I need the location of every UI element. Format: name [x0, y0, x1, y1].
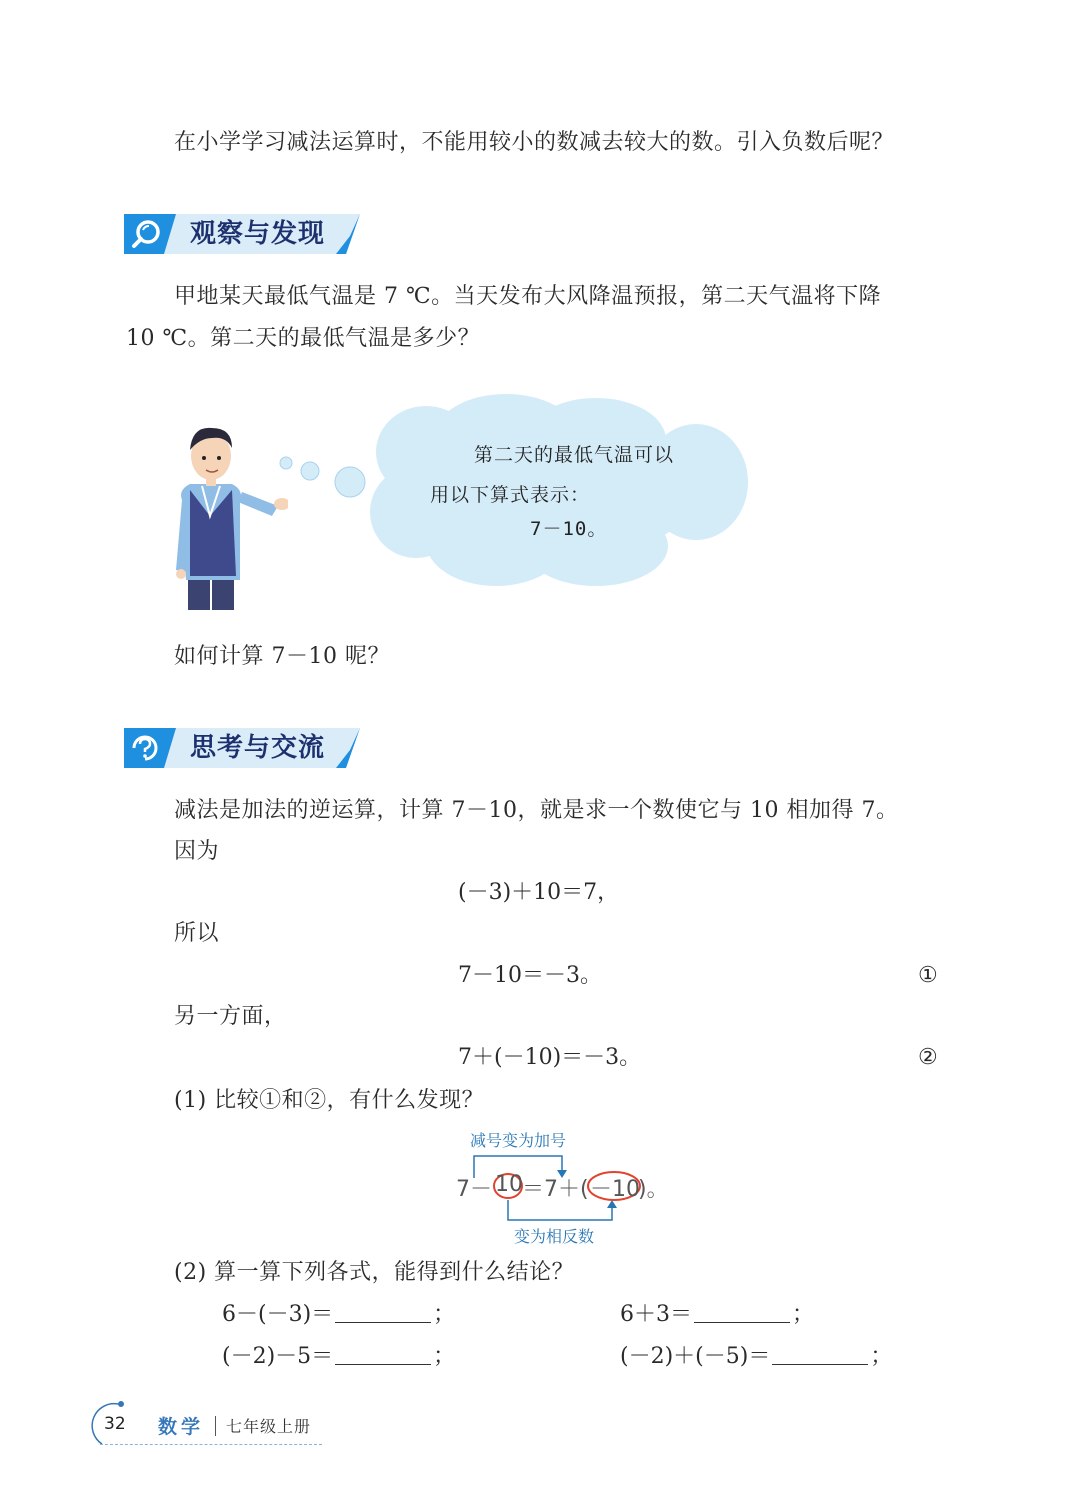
equation-2-number: ①: [918, 963, 938, 988]
explain-text: 减法是加法的逆运算，计算 7－10，就是求一个数使它与 10 相加得 7。: [174, 798, 899, 823]
diagram-bottom-label: 变为相反数: [514, 1227, 595, 1246]
exercise-2-semicolon: ；: [792, 1302, 815, 1327]
exercise-3-expr: (－2)－5＝: [222, 1344, 334, 1369]
section-banner-think: [124, 728, 360, 768]
equation-3: 7＋(－10)＝－3。: [458, 1045, 642, 1070]
footer-dashed-line: [100, 1444, 322, 1445]
question-text: 如何计算 7－10 呢？: [174, 644, 390, 669]
exercise-3: [222, 1342, 455, 1372]
question-2: (2) 算一算下列各式，能得到什么结论？: [174, 1260, 575, 1285]
diagram-eq-part-a: 7－: [456, 1177, 492, 1202]
exercise-1-expr: 6－(－3)＝: [222, 1302, 334, 1327]
equation-3-number: ②: [918, 1045, 938, 1070]
footer-divider: [215, 1416, 216, 1436]
diagram-eq-part-b: 10: [495, 1172, 523, 1197]
section-title-think: 思考与交流: [190, 733, 326, 763]
magnifier-icon: [130, 218, 164, 250]
exercise-2-blank[interactable]: [694, 1301, 790, 1323]
exercise-4-semicolon: ；: [870, 1344, 893, 1369]
diagram-eq-part-d: －10: [590, 1177, 640, 1202]
bubble-line-1: 第二天的最低气温可以: [474, 444, 675, 466]
exercise-2: [620, 1300, 814, 1330]
section-title-observe: 观察与发现: [190, 219, 326, 249]
section-banner-observe: [124, 214, 360, 254]
exercise-1-blank[interactable]: [335, 1301, 431, 1323]
problem-line-1: 甲地某天最低气温是 7 ℃。当天发布大风降温预报，第二天气温将下降: [174, 284, 882, 309]
equation-1: (－3)＋10＝7，: [458, 880, 620, 905]
exercise-3-blank[interactable]: [335, 1343, 431, 1365]
other-hand-text: 另一方面，: [174, 1004, 287, 1029]
exercise-3-semicolon: ；: [433, 1344, 456, 1369]
page-number: 32: [104, 1414, 126, 1434]
problem-line-2: 10 ℃。第二天的最低气温是多少？: [126, 326, 481, 351]
so-text: 所以: [174, 921, 220, 946]
exercise-1: [222, 1300, 455, 1330]
exercise-4-expr: (－2)＋(－5)＝: [620, 1344, 771, 1369]
exercise-4-blank[interactable]: [772, 1343, 868, 1365]
intro-text: 在小学学习减法运算时，不能用较小的数减去较大的数。引入负数后呢？: [174, 130, 895, 155]
question-1: (1) 比较①和②，有什么发现？: [174, 1088, 485, 1113]
exercise-1-semicolon: ；: [433, 1302, 456, 1327]
question-icon: [128, 732, 162, 764]
bubble-line-2: 用以下算式表示：: [430, 484, 591, 506]
diagram-eq-part-e: )。: [638, 1177, 669, 1202]
exercise-2-expr: 6＋3＝: [620, 1302, 692, 1327]
diagram-top-label: 减号变为加号: [470, 1131, 567, 1150]
footer-book-title: 七年级上册: [226, 1417, 312, 1436]
transform-diagram: [440, 1120, 680, 1250]
boy-illustration: [168, 420, 288, 610]
footer-subject: 数学: [158, 1416, 205, 1438]
exercise-4: [620, 1342, 892, 1372]
equation-2: 7－10＝－3。: [458, 963, 602, 988]
diagram-eq-part-c: ＝7＋(: [522, 1177, 589, 1202]
because-text: 因为: [174, 839, 220, 864]
thought-bubble: [276, 392, 756, 592]
bubble-line-3: 7－10。: [530, 518, 608, 540]
